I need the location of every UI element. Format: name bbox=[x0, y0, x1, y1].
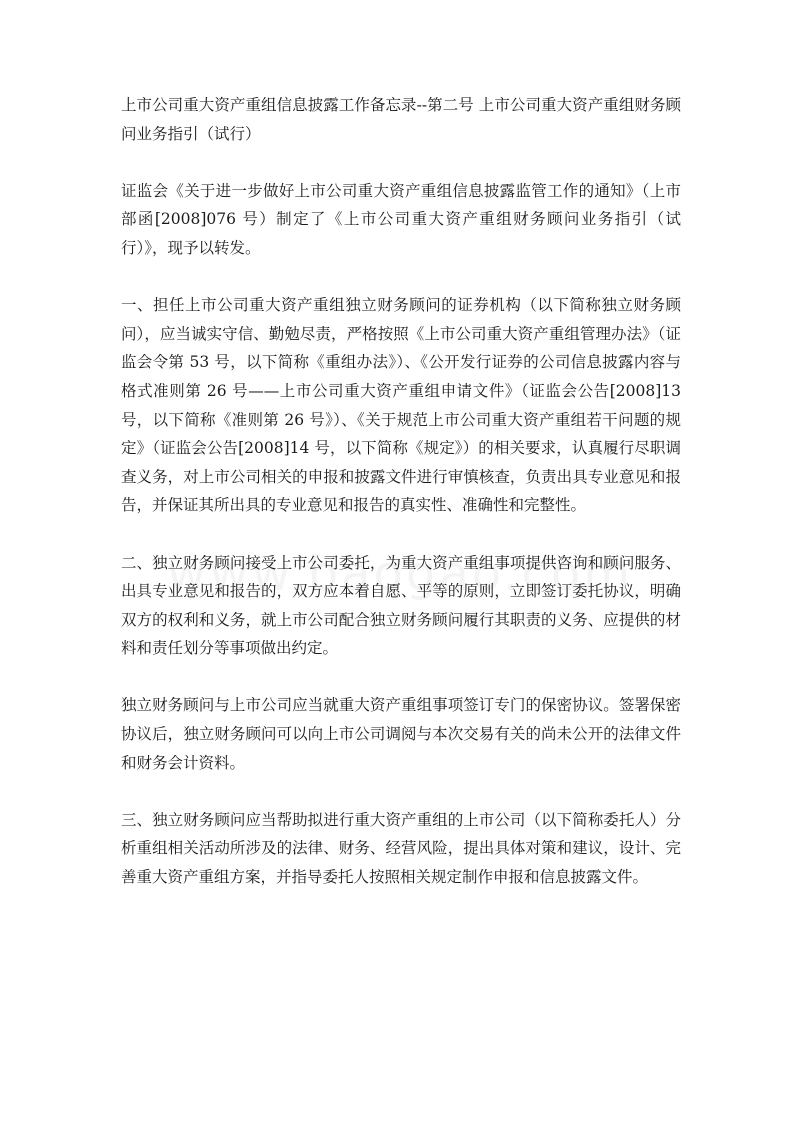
document-title: 上市公司重大资产重组信息披露工作备忘录--第二号 上市公司重大资产重组财务顾问业务指引（试行） bbox=[121, 96, 681, 143]
paragraph-intro: 证监会《关于进一步做好上市公司重大资产重组信息披露监管工作的通知》（上市部函[2008]076 号）制定了《上市公司重大资产重组财务顾问业务指引（试行）》，现予以转发。 bbox=[121, 181, 681, 257]
paragraph-section-3: 三、独立财务顾问应当帮助拟进行重大资产重组的上市公司（以下简称委托人）分析重组相关活动所涉及的法律、财务、经营风险，提出具体对策和建议，设计、完善重大资产重组方案，并指导委托人按照相关规定制作申报和信息披露文件。 bbox=[121, 810, 681, 887]
document-body bbox=[121, 91, 681, 920]
paragraph-section-2: 二、独立财务顾问接受上市公司委托，为重大资产重组事项提供咨询和顾问服务、出具专业意见和报告的，双方应本着自愿、平等的原则，立即签订委托协议，明确双方的权利和义务，就上市公司配合独立财务顾问履行其职责的义务、应提供的材料和责任划分等事项做出约定。 bbox=[121, 553, 681, 658]
paragraph-confidentiality: 独立财务顾问与上市公司应当就重大资产重组事项签订专门的保密协议。签署保密协议后，独立财务顾问可以向上市公司调阅与本次交易有关的尚未公开的法律文件和财务会计资料。 bbox=[121, 696, 681, 772]
paragraph-section-1: 一、担任上市公司重大资产重组独立财务顾问的证券机构（以下简称独立财务顾问），应当诚实守信、勤勉尽责，严格按照《上市公司重大资产重组管理办法》（证监会令第 53 号，以下简称《重组办法》）、《公开发行证券的公司信息披露内容与格式准则第 26 号——上市公司重大资产重组申请文件》（证监会公告[2008]13 号，以下简称《准则第 26 号》）、《关于规范上市公司重大资产重组若干问题的规定》（证监会公告[2008]14 号，以下简称《规定》）的相关要求，认真履行尽职调查义务，对上市公司相关的申报和披露文件进行审慎核查，负责出具专业意见和报告，并保证其所出具的专业意见和报告的真实性、准确性和完整性。 bbox=[121, 296, 681, 515]
